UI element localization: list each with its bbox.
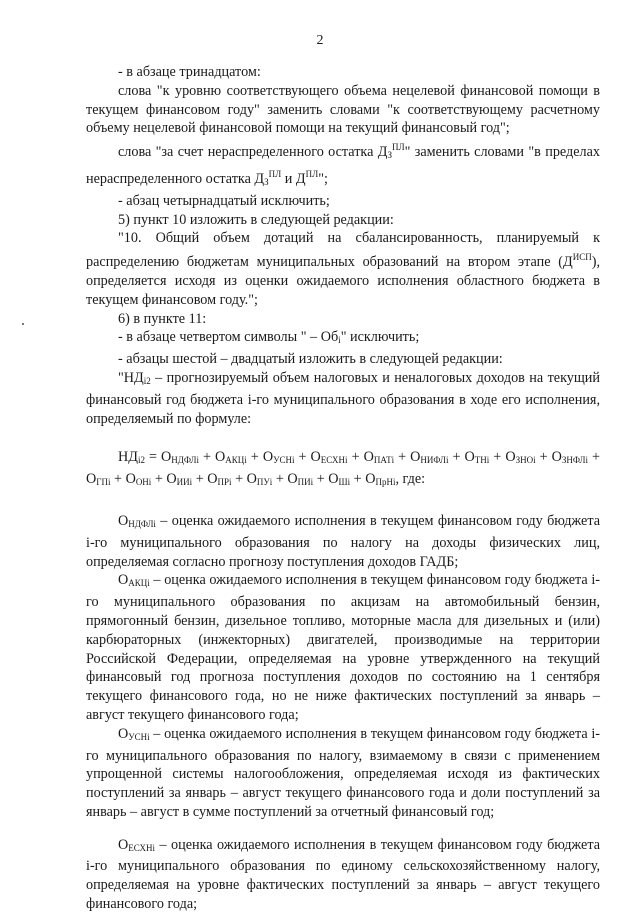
text: " заменить словами "в пределах нераспределенного остатка Д (86, 144, 601, 187)
text: "10. Общий объем дотаций на сбалансированность, планируемый к распределению бюджетам муниципальных образований на втором этапе (Д (86, 230, 600, 271)
formula-term-symbol: О (310, 449, 321, 466)
formula-term-subscript: ТНi (474, 455, 490, 466)
formula-term-subscript: ПУi (256, 477, 273, 488)
document-body (86, 63, 600, 914)
text: "НД (118, 369, 144, 386)
formula-term-symbol: О (166, 471, 177, 488)
formula-term-symbol: О (86, 471, 97, 488)
margin-mark (22, 323, 24, 325)
paragraph-7: 6) в пункте 11: (118, 310, 207, 327)
formula-term-symbol: О (464, 449, 475, 466)
paragraph-5: 5) пункт 10 изложить в следующей редакции: (118, 211, 394, 228)
formula-term-subscript: ПИi (297, 477, 314, 488)
formula-term-subscript: НДФЛi (171, 455, 199, 466)
subscript: i2 (143, 375, 151, 386)
paragraph-4: - абзац четырнадцатый исключить; (118, 192, 330, 209)
formula-lhs: НД (118, 449, 138, 466)
page-number: 2 (316, 33, 324, 48)
text: "; (318, 170, 328, 187)
symbol: О (118, 512, 129, 529)
formula-term-symbol: О (410, 449, 421, 466)
formula-term-subscript: УСНi (273, 455, 295, 466)
text: и Д (281, 170, 306, 187)
formula-term-symbol: О (125, 471, 136, 488)
text: – оценка ожидаемого исполнения в текущем финансовом году бюджета i-го муниципального образования по единому сельскохозяйственному налогу, определяемая на уровне фактических поступлений за январь – август текущего финансового года; (86, 836, 600, 913)
symbol: О (118, 572, 129, 589)
formula-term-symbol: О (215, 449, 226, 466)
paragraph-1: - в абзаце тринадцатом: (118, 64, 261, 80)
formula-term-subscript: ГПi (96, 477, 111, 488)
definition-ndfl (86, 512, 600, 571)
paragraph-2: слова "к уровню соответствующего объема нецелевой финансовой помощи в текущем финансовом году" заменить словами "к соответствующему расчетному объему нецелевой финансовой помощи на текущий финансовый год"; (86, 82, 600, 137)
formula-term-subscript: ИИi (176, 477, 193, 488)
formula-term-subscript: АКЦi (225, 455, 247, 466)
text: – оценка ожидаемого исполнения в текущем финансовом году бюджета i-го муниципального образования по акцизам на автомобильный бензин, прямогонный бензин, дизельное топливо, моторные масла для дизельных и (или) карбюраторных (инжекторных) двигателей, производимые на территории Российской Федерации, определяемая на уровне утвержденного на текущий финансовый год прогноза поступления доходов по состоянию на 1 сентября текущего финансового года, но не ниже фактических поступлений за январь – август текущего финансового года; (86, 572, 600, 723)
formula: $НД_{i2} = О_{НДФЛi} + О_{АКЦi} + О_{УСНi} + О_{ЕСХНi} + О_{ПАТi} + О_{НИФЛi} + О_{ТНi} + О_{ЗНОi} + О_{ЗНФЛi} + О_{ГПi} + О_{ОНi} + О_{ИИi} + О_{ПРi} + О_{ПУi} + О_{ПИi} + О_{Шi} + О_{ПрНi}$, где: (86, 449, 600, 488)
formula-term-subscript: Шi (338, 477, 351, 488)
formula-term-subscript: ЕСХНi (320, 455, 348, 466)
subscript: З (264, 176, 269, 187)
formula-term-subscript: НИФЛi (420, 455, 449, 466)
formula-term-symbol: О (246, 471, 257, 488)
spacer (86, 822, 600, 836)
formula-lhs-subscript: i2 (137, 455, 145, 466)
formula-term-symbol: О (207, 471, 218, 488)
paragraph-9: - абзацы шестой – двадцатый изложить в следующей редакции: (118, 351, 503, 368)
subscript: З (387, 150, 392, 161)
symbol: О (118, 836, 129, 853)
paragraph-3 (86, 138, 600, 192)
formula-term-subscript: ЗНФЛi (561, 455, 588, 466)
subscript: i (338, 335, 341, 346)
formula-term-subscript: ПАТi (373, 455, 395, 466)
formula-term-symbol: О (328, 471, 339, 488)
symbol: О (118, 725, 129, 742)
subscript: АКЦi (128, 578, 150, 589)
formula-term-symbol: О (363, 449, 374, 466)
text: слова "за счет нераспределенного остатка Д (118, 144, 388, 161)
spacer (86, 492, 600, 512)
superscript: ПЛ (391, 142, 405, 153)
superscript: ИСП (572, 252, 592, 263)
paragraph-10 (86, 369, 600, 428)
formula-term-subscript: ПрНi (375, 477, 396, 488)
spacer (86, 428, 600, 448)
text: – прогнозируемый объем налоговых и неналоговых доходов на текущий финансовый год бюджета i-го муниципального образования в ходе его исполнения, определяемый по формуле: (86, 369, 600, 427)
formula-term-symbol: О (262, 449, 274, 466)
text: - в абзаце четвертом символы " – Об (118, 329, 339, 346)
subscript: ЕСХНi (128, 842, 156, 853)
definition-usn (86, 725, 600, 822)
subscript: УСНi (128, 731, 150, 742)
formula-term-subscript: ОНi (135, 477, 152, 488)
formula-term-symbol: О (365, 471, 376, 488)
formula-term-symbol: О (287, 471, 298, 488)
superscript: ПЛ (305, 168, 319, 179)
formula-tail: , где: (395, 471, 426, 488)
superscript: ПЛ (268, 168, 282, 179)
formula-term-symbol: О (505, 449, 516, 466)
formula-term-subscript: ЗНОi (515, 455, 536, 466)
text: – оценка ожидаемого исполнения в текущем финансовом году бюджета i-го муниципального образования по налогу, взимаемому в связи с применением упрощенной системы налогообложения, определяемая исходя из фактических поступлений за январь – август текущего финансового года и доли поступлений за январь – август в сумме поступлений за отчетный финансовый год; (86, 725, 600, 820)
definition-akc (86, 571, 600, 724)
formula-term-symbol: О (161, 449, 172, 466)
definition-eshn (86, 836, 600, 914)
text: " исключить; (340, 329, 420, 346)
text: ), определяется исходя из оценки ожидаемого исполнения областного бюджета в текущем финансовом году."; (86, 254, 600, 308)
text: – оценка ожидаемого исполнения в текущем финансовом году бюджета i-го муниципального образования по налогу на доходы физических лиц, определяемая согласно прогнозу поступления доходов ГАДБ; (86, 512, 600, 570)
paragraph-6 (86, 229, 600, 309)
paragraph-8 (86, 328, 600, 350)
formula-term-symbol: О (551, 449, 562, 466)
subscript: НДФЛi (128, 518, 156, 529)
formula-term-subscript: ПРi (217, 477, 232, 488)
